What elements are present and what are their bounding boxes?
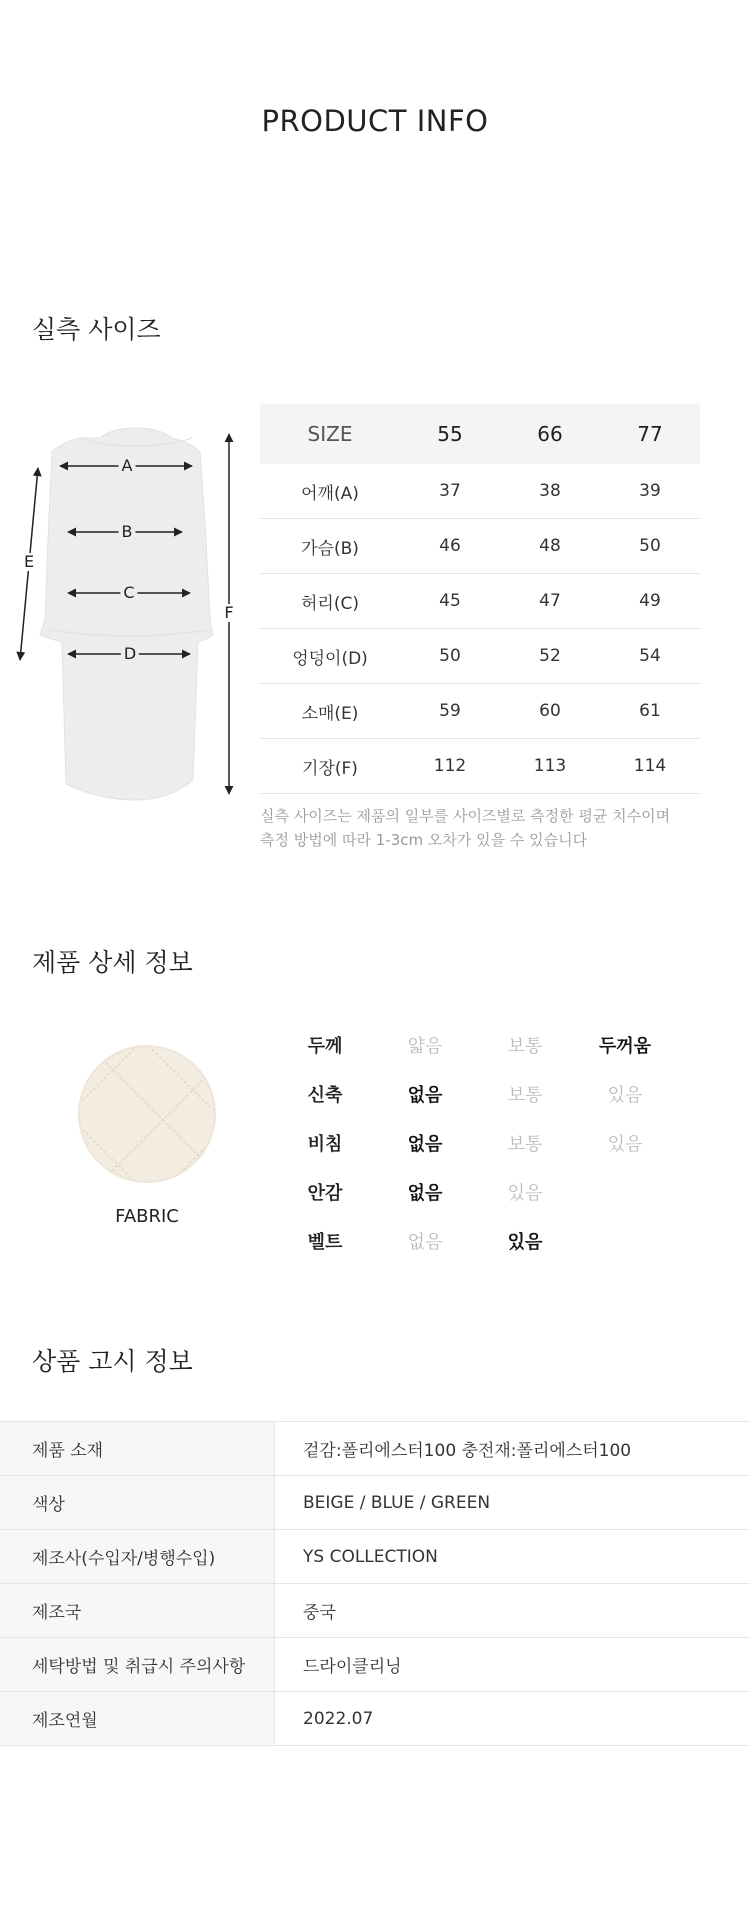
size-note-line: 실측 사이즈는 제품의 일부를 사이즈별로 측정한 평균 치수이며 <box>260 807 671 825</box>
detail-row-label: 신축 <box>307 1084 343 1106</box>
fabric-swatch-image <box>78 1045 216 1183</box>
cell: 61 <box>639 701 661 721</box>
detail-row-label: 벨트 <box>307 1231 343 1253</box>
cell: 39 <box>639 481 661 501</box>
size-table-header <box>260 404 700 464</box>
notice-key: 제조연월 <box>0 1692 275 1745</box>
table-row <box>260 684 700 739</box>
detail-option-selected: 두꺼움 <box>598 1035 652 1057</box>
detail-row <box>275 1216 715 1265</box>
cell: 52 <box>539 646 561 666</box>
fabric-label: FABRIC <box>115 1206 179 1227</box>
dimension-label-d: D <box>121 645 139 663</box>
cell: 48 <box>539 536 561 556</box>
table-row <box>0 1692 750 1746</box>
detail-row <box>275 1069 715 1118</box>
detail-option: 있음 <box>607 1133 643 1155</box>
cell: 60 <box>539 701 561 721</box>
cell: 54 <box>639 646 661 666</box>
cell: 46 <box>439 536 461 556</box>
table-row <box>0 1530 750 1584</box>
row-label: 어깨(A) <box>301 483 359 504</box>
notice-section-title: 상품 고시 정보 <box>32 1347 193 1376</box>
cell: 50 <box>639 536 661 556</box>
table-row <box>260 519 700 574</box>
table-row <box>0 1584 750 1638</box>
detail-option: 있음 <box>607 1084 643 1106</box>
table-row <box>260 464 700 519</box>
coat-illustration <box>0 420 240 820</box>
notice-key: 제조사(수입자/병행수입) <box>0 1530 275 1583</box>
table-row <box>0 1422 750 1476</box>
notice-value: 드라이클리닝 <box>303 1657 402 1677</box>
row-label: 허리(C) <box>301 593 359 614</box>
detail-grid <box>275 1020 715 1265</box>
notice-key: 제조국 <box>0 1584 275 1637</box>
dimension-label-a: A <box>119 457 136 475</box>
size-section-title: 실측 사이즈 <box>32 315 161 344</box>
detail-option: 있음 <box>507 1182 543 1204</box>
detail-option-selected: 있음 <box>507 1231 543 1253</box>
notice-key: 제품 소재 <box>0 1422 275 1475</box>
cell: 59 <box>439 701 461 721</box>
detail-row <box>275 1167 715 1216</box>
notice-key: 색상 <box>0 1476 275 1529</box>
table-row <box>260 629 700 684</box>
table-row <box>260 574 700 629</box>
detail-row-label: 안감 <box>307 1182 343 1204</box>
notice-value: 중국 <box>303 1603 336 1623</box>
garment-diagram <box>0 420 240 820</box>
cell: 50 <box>439 646 461 666</box>
size-note <box>260 804 720 852</box>
cell: 113 <box>533 756 567 776</box>
size-head-cell: 77 <box>637 422 663 446</box>
size-head-cell: 55 <box>437 422 463 446</box>
table-row <box>0 1476 750 1530</box>
cell: 45 <box>439 591 461 611</box>
table-row <box>260 739 700 794</box>
row-label: 엉덩이(D) <box>292 648 368 669</box>
cell: 49 <box>639 591 661 611</box>
detail-option-selected: 없음 <box>407 1084 443 1106</box>
detail-option: 없음 <box>407 1231 443 1253</box>
detail-option: 보통 <box>507 1084 543 1106</box>
dimension-label-c: C <box>120 584 137 602</box>
table-row <box>0 1638 750 1692</box>
size-head-label: SIZE <box>307 422 353 446</box>
detail-row <box>275 1118 715 1167</box>
cell: 38 <box>539 481 561 501</box>
notice-key: 세탁방법 및 취급시 주의사항 <box>0 1638 275 1691</box>
size-table <box>260 404 700 794</box>
dimension-label-e: E <box>21 553 37 571</box>
detail-option: 보통 <box>507 1133 543 1155</box>
size-note-line: 측정 방법에 따라 1-3cm 오차가 있을 수 있습니다 <box>260 831 588 849</box>
row-label: 가슴(B) <box>301 538 359 559</box>
dimension-label-f: F <box>221 604 236 622</box>
detail-option: 얇음 <box>407 1035 443 1057</box>
page-title: PRODUCT INFO <box>261 104 489 138</box>
notice-table <box>0 1421 750 1746</box>
notice-value: 2022.07 <box>303 1708 374 1729</box>
detail-section-title: 제품 상세 정보 <box>32 948 193 977</box>
detail-row-label: 두께 <box>307 1035 343 1057</box>
notice-value: 겉감:폴리에스터100 충전재:폴리에스터100 <box>303 1441 632 1461</box>
detail-option-selected: 없음 <box>407 1182 443 1204</box>
cell: 37 <box>439 481 461 501</box>
detail-option: 보통 <box>507 1035 543 1057</box>
cell: 114 <box>633 756 667 776</box>
row-label: 소매(E) <box>301 703 359 724</box>
cell: 47 <box>539 591 561 611</box>
dimension-label-b: B <box>119 523 136 541</box>
cell: 112 <box>433 756 467 776</box>
row-label: 기장(F) <box>302 758 358 779</box>
size-head-cell: 66 <box>537 422 563 446</box>
detail-row-label: 비침 <box>307 1133 343 1155</box>
detail-row <box>275 1020 715 1069</box>
notice-value: BEIGE / BLUE / GREEN <box>303 1492 491 1513</box>
detail-option-selected: 없음 <box>407 1133 443 1155</box>
notice-value: YS COLLECTION <box>303 1546 438 1567</box>
